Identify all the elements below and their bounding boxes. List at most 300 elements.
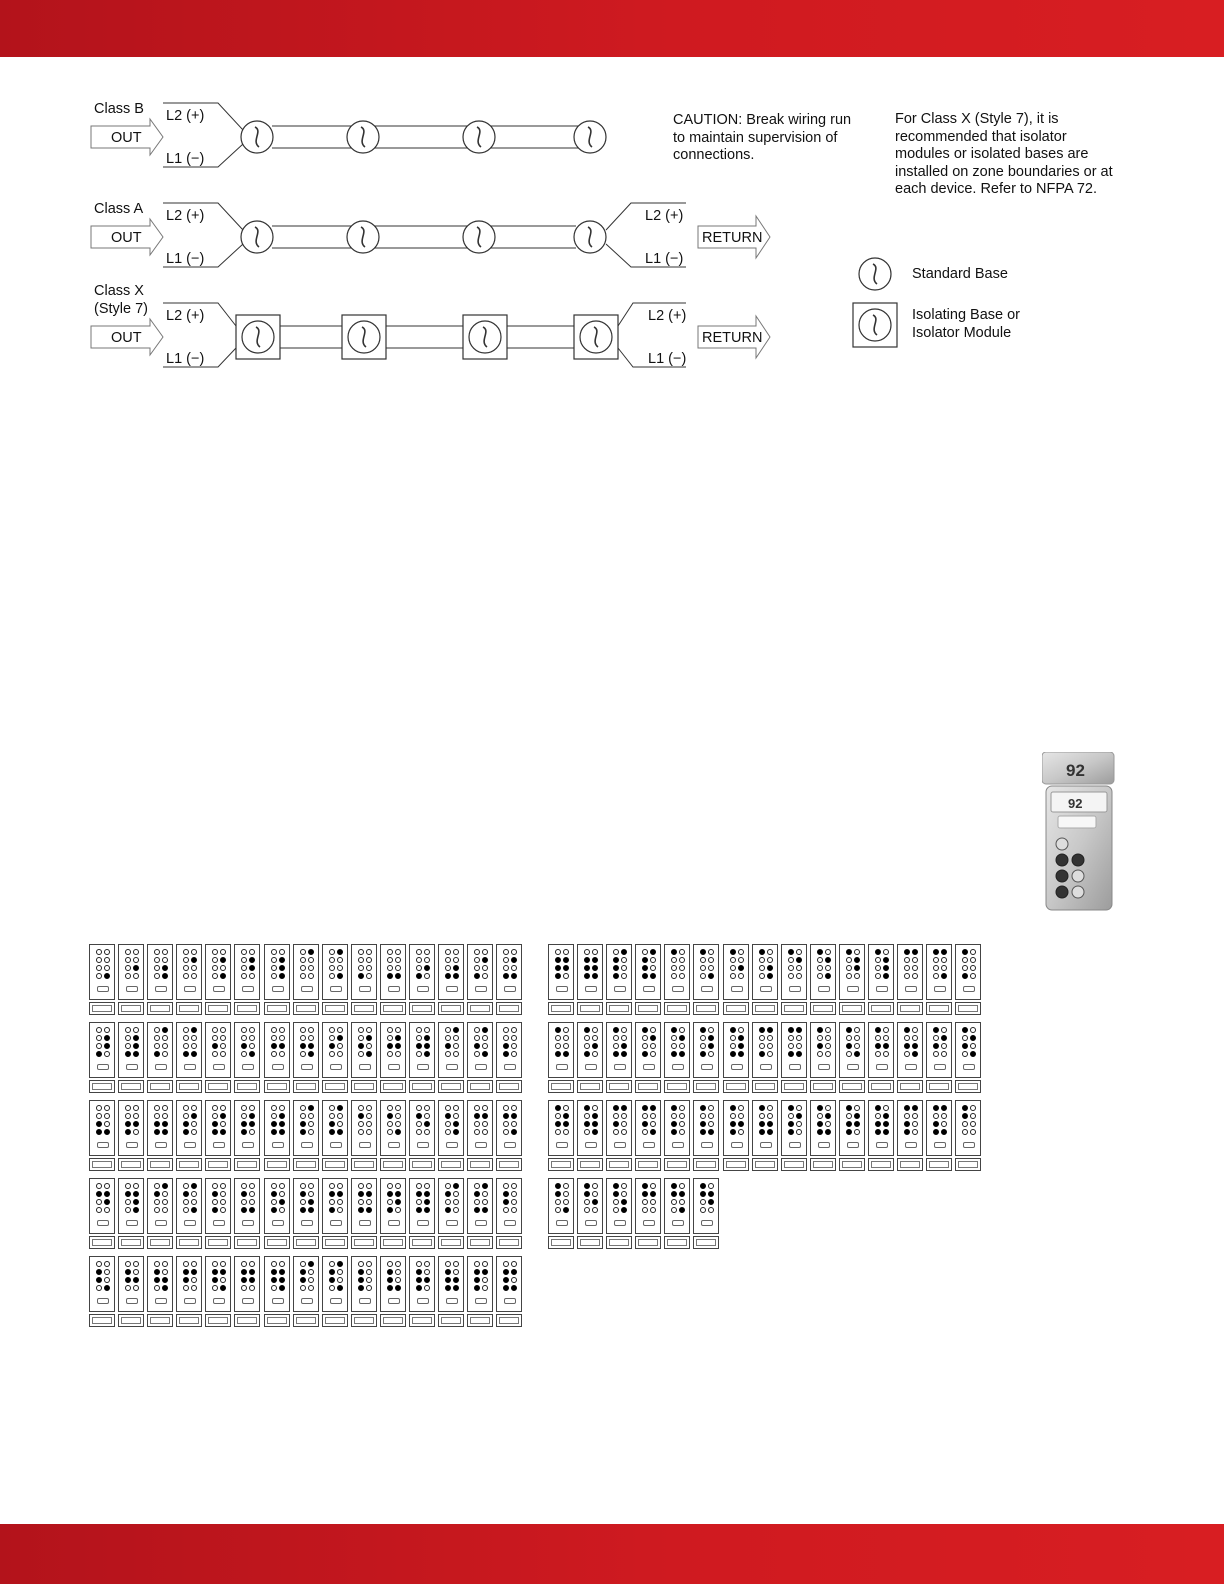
address-card xyxy=(380,1256,406,1328)
address-dot xyxy=(555,1121,561,1127)
address-dot xyxy=(358,1113,364,1119)
address-dot xyxy=(212,957,218,963)
address-card-tab xyxy=(293,1080,319,1093)
address-dot xyxy=(191,1121,197,1127)
address-card-label-window xyxy=(272,1064,284,1070)
address-dot xyxy=(445,1051,451,1057)
address-dot xyxy=(395,973,401,979)
address-card-tab xyxy=(438,1080,464,1093)
address-dot xyxy=(220,1027,226,1033)
address-dot xyxy=(650,1199,656,1205)
address-card xyxy=(293,944,319,1016)
address-dot xyxy=(241,1261,247,1267)
address-dot xyxy=(445,949,451,955)
address-dot xyxy=(584,1199,590,1205)
address-dot xyxy=(366,949,372,955)
address-card-tab xyxy=(467,1158,493,1171)
legend-standard-base-label: Standard Base xyxy=(912,266,1008,282)
address-card-label-window xyxy=(155,1142,167,1148)
address-dot xyxy=(241,1191,247,1197)
address-dot xyxy=(387,1191,393,1197)
address-dot xyxy=(366,1191,372,1197)
address-dot xyxy=(96,957,102,963)
address-card-label-window xyxy=(760,986,772,992)
address-card xyxy=(926,944,952,1016)
address-dot xyxy=(817,1105,823,1111)
address-dot xyxy=(503,1105,509,1111)
address-dot xyxy=(395,1105,401,1111)
address-dot xyxy=(337,957,343,963)
address-card-label-window xyxy=(213,1064,225,1070)
address-dot xyxy=(395,1121,401,1127)
address-dot xyxy=(183,965,189,971)
address-dot xyxy=(904,1121,910,1127)
address-card-body xyxy=(205,1178,231,1234)
address-dot xyxy=(621,1113,627,1119)
address-dot xyxy=(511,1191,517,1197)
address-dot xyxy=(511,1199,517,1205)
l2-plus-label: L2 (+) xyxy=(166,108,205,124)
address-dot xyxy=(650,1129,656,1135)
address-card-label-window xyxy=(330,1298,342,1304)
address-dot xyxy=(730,1027,736,1033)
address-dot xyxy=(308,1191,314,1197)
address-dot xyxy=(271,965,277,971)
address-card-body xyxy=(438,944,464,1000)
address-card-tab xyxy=(118,1158,144,1171)
address-dot xyxy=(503,1051,509,1057)
address-dot xyxy=(875,1043,881,1049)
address-dot xyxy=(308,1105,314,1111)
address-dot xyxy=(875,949,881,955)
address-card xyxy=(438,1022,464,1094)
address-card-label-window xyxy=(126,1298,138,1304)
address-dot xyxy=(817,973,823,979)
address-dot xyxy=(329,1183,335,1189)
address-dot xyxy=(700,1113,706,1119)
address-dot xyxy=(162,1035,168,1041)
address-dot xyxy=(970,1035,976,1041)
address-dot xyxy=(511,1121,517,1127)
address-dot xyxy=(162,1121,168,1127)
address-dot xyxy=(387,1035,393,1041)
address-dot xyxy=(212,973,218,979)
address-dot xyxy=(854,1121,860,1127)
address-dot xyxy=(416,1043,422,1049)
address-dot xyxy=(366,1043,372,1049)
address-card xyxy=(147,944,173,1016)
address-dot xyxy=(730,965,736,971)
address-card-tab xyxy=(176,1236,202,1249)
address-card-tab xyxy=(234,1080,260,1093)
address-dot xyxy=(592,1035,598,1041)
address-card xyxy=(380,1178,406,1250)
address-dot xyxy=(555,1129,561,1135)
address-dot xyxy=(445,1035,451,1041)
address-dot xyxy=(759,1129,765,1135)
address-card xyxy=(264,1256,290,1328)
address-dot xyxy=(933,949,939,955)
l2-plus-label: L2 (+) xyxy=(166,308,205,324)
address-card-label-window xyxy=(301,1142,313,1148)
address-dot xyxy=(563,1191,569,1197)
address-dot xyxy=(482,1207,488,1213)
address-card-body xyxy=(234,944,260,1000)
address-dot xyxy=(366,973,372,979)
address-dot xyxy=(329,965,335,971)
address-dot xyxy=(416,957,422,963)
address-dot xyxy=(271,973,277,979)
address-dot xyxy=(279,1027,285,1033)
address-card-label-window xyxy=(417,1142,429,1148)
address-dot xyxy=(395,1269,401,1275)
address-card-body xyxy=(264,1256,290,1312)
address-dot xyxy=(133,1051,139,1057)
address-card-tab xyxy=(205,1080,231,1093)
address-dot xyxy=(482,949,488,955)
address-card xyxy=(635,1178,661,1250)
address-dot xyxy=(453,1285,459,1291)
address-card xyxy=(205,1256,231,1328)
address-dot xyxy=(503,1261,509,1267)
address-card-tab xyxy=(438,1158,464,1171)
address-card-body xyxy=(293,1022,319,1078)
address-dot xyxy=(825,1121,831,1127)
address-dot xyxy=(555,1113,561,1119)
address-card-body xyxy=(496,1022,522,1078)
address-card-label-window xyxy=(126,986,138,992)
address-dot xyxy=(308,1113,314,1119)
address-card-label-window xyxy=(934,1142,946,1148)
address-dot xyxy=(387,1261,393,1267)
address-card-label-window xyxy=(585,1064,597,1070)
address-dot xyxy=(825,1129,831,1135)
address-card-grid-right xyxy=(548,944,981,1250)
address-dot xyxy=(970,949,976,955)
address-card-label-window xyxy=(818,986,830,992)
address-dot xyxy=(933,1105,939,1111)
address-dot xyxy=(503,1269,509,1275)
address-dot xyxy=(700,1105,706,1111)
address-dot xyxy=(671,1105,677,1111)
address-card-body xyxy=(205,944,231,1000)
address-card-tab xyxy=(89,1002,115,1015)
address-dot xyxy=(482,1191,488,1197)
address-dot xyxy=(162,1105,168,1111)
address-card-label-window xyxy=(847,1064,859,1070)
address-card-label-window xyxy=(97,1064,109,1070)
address-dot xyxy=(183,957,189,963)
address-dot xyxy=(767,1121,773,1127)
address-dot xyxy=(453,1113,459,1119)
address-dot xyxy=(555,1105,561,1111)
address-dot xyxy=(424,1129,430,1135)
address-dot xyxy=(358,1051,364,1057)
address-dot xyxy=(154,1129,160,1135)
address-card-label-window xyxy=(847,986,859,992)
address-dot xyxy=(941,1035,947,1041)
address-dot xyxy=(424,1285,430,1291)
address-dot xyxy=(584,957,590,963)
address-dot xyxy=(125,1113,131,1119)
address-dot xyxy=(788,1027,794,1033)
address-card-tab xyxy=(810,1080,836,1093)
address-card-label-window xyxy=(585,1220,597,1226)
address-dot xyxy=(738,1027,744,1033)
address-dot xyxy=(650,1191,656,1197)
address-dot xyxy=(424,965,430,971)
address-dot xyxy=(104,1285,110,1291)
address-dot xyxy=(767,965,773,971)
address-dot xyxy=(912,1043,918,1049)
address-dot xyxy=(424,1121,430,1127)
address-dot xyxy=(730,949,736,955)
address-dot xyxy=(592,1027,598,1033)
address-card-body xyxy=(693,1178,719,1234)
address-dot xyxy=(730,1051,736,1057)
address-card-tab xyxy=(577,1080,603,1093)
address-dot xyxy=(904,1035,910,1041)
address-dot xyxy=(279,1113,285,1119)
address-card-body xyxy=(723,1022,749,1078)
address-dot xyxy=(613,1129,619,1135)
address-card-grid-left xyxy=(89,944,522,1328)
address-dot xyxy=(679,1191,685,1197)
address-dot xyxy=(308,1277,314,1283)
address-card-body xyxy=(635,1178,661,1234)
return-label: RETURN xyxy=(702,230,763,246)
address-card xyxy=(409,1256,435,1328)
l1-minus-label: L1 (−) xyxy=(166,251,205,267)
address-dot xyxy=(271,1285,277,1291)
address-dot xyxy=(445,1113,451,1119)
address-card xyxy=(89,1022,115,1094)
address-dot xyxy=(933,965,939,971)
address-card-tab xyxy=(264,1236,290,1249)
address-card-label-window xyxy=(701,1064,713,1070)
address-card-label-window xyxy=(446,1142,458,1148)
address-card xyxy=(548,1178,574,1250)
address-dot xyxy=(191,1285,197,1291)
address-dot xyxy=(453,1035,459,1041)
address-dot xyxy=(621,973,627,979)
address-card-body xyxy=(89,1022,115,1078)
address-card xyxy=(781,1022,807,1094)
address-card-body xyxy=(147,1022,173,1078)
address-dot xyxy=(613,957,619,963)
l1-minus-label: L1 (−) xyxy=(166,151,205,167)
address-card xyxy=(664,1178,690,1250)
address-dot xyxy=(416,965,422,971)
address-card-tab xyxy=(467,1314,493,1327)
address-dot xyxy=(875,965,881,971)
photo-label-number: 92 xyxy=(1068,796,1083,811)
address-card xyxy=(868,1100,894,1172)
address-dot xyxy=(708,1051,714,1057)
address-dot xyxy=(846,973,852,979)
address-dot xyxy=(854,1027,860,1033)
address-dot xyxy=(445,1285,451,1291)
address-card xyxy=(810,944,836,1016)
address-card-tab xyxy=(176,1080,202,1093)
address-dot xyxy=(883,1129,889,1135)
standard-base-symbol xyxy=(241,121,273,153)
address-dot xyxy=(220,1113,226,1119)
address-card-tab xyxy=(635,1158,661,1171)
address-dot xyxy=(358,1035,364,1041)
address-dot xyxy=(613,1051,619,1057)
address-dot xyxy=(846,949,852,955)
address-dot xyxy=(191,1035,197,1041)
address-card-label-window xyxy=(213,1220,225,1226)
address-dot xyxy=(941,1105,947,1111)
address-card-body xyxy=(606,1022,632,1078)
address-dot xyxy=(241,973,247,979)
address-dot xyxy=(220,949,226,955)
address-card-label-window xyxy=(789,1064,801,1070)
address-dot xyxy=(788,1035,794,1041)
address-dot xyxy=(162,1191,168,1197)
address-dot xyxy=(642,1027,648,1033)
address-dot xyxy=(445,1261,451,1267)
address-dot xyxy=(482,1277,488,1283)
address-dot xyxy=(358,949,364,955)
address-dot xyxy=(220,1129,226,1135)
address-dot xyxy=(308,965,314,971)
address-dot xyxy=(445,965,451,971)
address-dot xyxy=(154,1191,160,1197)
address-dot xyxy=(621,1129,627,1135)
address-dot xyxy=(308,1027,314,1033)
address-dot xyxy=(759,1027,765,1033)
address-dot xyxy=(445,1183,451,1189)
address-dot xyxy=(453,1261,459,1267)
address-dot xyxy=(337,1027,343,1033)
address-dot xyxy=(854,1035,860,1041)
address-dot xyxy=(482,1027,488,1033)
address-card-tab xyxy=(664,1158,690,1171)
address-card-tab xyxy=(467,1002,493,1015)
address-card-tab xyxy=(693,1236,719,1249)
address-card-body xyxy=(606,1100,632,1156)
address-dot xyxy=(358,1027,364,1033)
address-dot xyxy=(329,1191,335,1197)
address-dot xyxy=(183,973,189,979)
address-card-label-window xyxy=(359,1298,371,1304)
address-dot xyxy=(474,1043,480,1049)
address-card-body xyxy=(664,1100,690,1156)
address-dot xyxy=(962,949,968,955)
address-card-tab xyxy=(118,1002,144,1015)
address-dot xyxy=(154,965,160,971)
address-card-body xyxy=(234,1100,260,1156)
address-card-label-window xyxy=(934,1064,946,1070)
address-card-tab xyxy=(351,1236,377,1249)
address-card-label-window xyxy=(963,1064,975,1070)
address-dot xyxy=(904,949,910,955)
address-card-label-window xyxy=(446,1220,458,1226)
address-card xyxy=(205,944,231,1016)
address-card-tab xyxy=(380,1158,406,1171)
address-dot xyxy=(875,1035,881,1041)
address-dot xyxy=(453,1051,459,1057)
address-dot xyxy=(613,1043,619,1049)
address-card-body xyxy=(176,1022,202,1078)
address-card-tab xyxy=(89,1080,115,1093)
address-card-tab xyxy=(467,1080,493,1093)
address-card xyxy=(438,1100,464,1172)
isolating-base-symbol xyxy=(463,315,507,359)
address-card-label-window xyxy=(963,986,975,992)
address-dot xyxy=(162,973,168,979)
address-dot xyxy=(445,1277,451,1283)
address-card-label-window xyxy=(417,1298,429,1304)
address-dot xyxy=(700,1183,706,1189)
address-dot xyxy=(788,1121,794,1127)
address-card-tab xyxy=(635,1080,661,1093)
address-dot xyxy=(883,1113,889,1119)
address-dot xyxy=(503,1027,509,1033)
address-dot xyxy=(279,1183,285,1189)
address-dot xyxy=(788,1129,794,1135)
address-card-tab xyxy=(810,1002,836,1015)
address-card-tab xyxy=(205,1002,231,1015)
address-card-body xyxy=(664,1178,690,1234)
address-card-body xyxy=(322,1178,348,1234)
address-dot xyxy=(416,1121,422,1127)
address-dot xyxy=(738,957,744,963)
address-card-tab xyxy=(955,1002,981,1015)
address-card-body xyxy=(810,1022,836,1078)
address-dot xyxy=(708,1027,714,1033)
address-dot xyxy=(912,1113,918,1119)
address-card-body xyxy=(118,1022,144,1078)
address-card-label-window xyxy=(272,1142,284,1148)
address-dot xyxy=(183,1277,189,1283)
address-card-label-window xyxy=(388,1220,400,1226)
address-card-label-window xyxy=(272,1220,284,1226)
address-dot xyxy=(592,1191,598,1197)
address-card-body xyxy=(409,1256,435,1312)
address-card-label-window xyxy=(213,1142,225,1148)
address-card xyxy=(723,944,749,1016)
address-dot xyxy=(970,1043,976,1049)
address-dot xyxy=(846,1027,852,1033)
address-dot xyxy=(767,1129,773,1135)
address-dot xyxy=(970,1051,976,1057)
address-dot xyxy=(671,1043,677,1049)
address-dot xyxy=(563,1121,569,1127)
address-card-tab xyxy=(351,1080,377,1093)
address-dot xyxy=(279,973,285,979)
address-dot xyxy=(212,965,218,971)
address-dot xyxy=(511,1105,517,1111)
address-card-label-window xyxy=(242,986,254,992)
address-card-body xyxy=(693,944,719,1000)
address-dot xyxy=(271,1043,277,1049)
address-dot xyxy=(125,957,131,963)
address-dot xyxy=(279,1285,285,1291)
address-dot xyxy=(183,1105,189,1111)
address-dot xyxy=(796,957,802,963)
address-dot xyxy=(474,1285,480,1291)
address-dot xyxy=(337,1183,343,1189)
address-dot xyxy=(584,1183,590,1189)
footer-band xyxy=(0,1524,1224,1584)
address-dot xyxy=(241,1207,247,1213)
address-dot xyxy=(854,973,860,979)
address-dot xyxy=(642,1051,648,1057)
